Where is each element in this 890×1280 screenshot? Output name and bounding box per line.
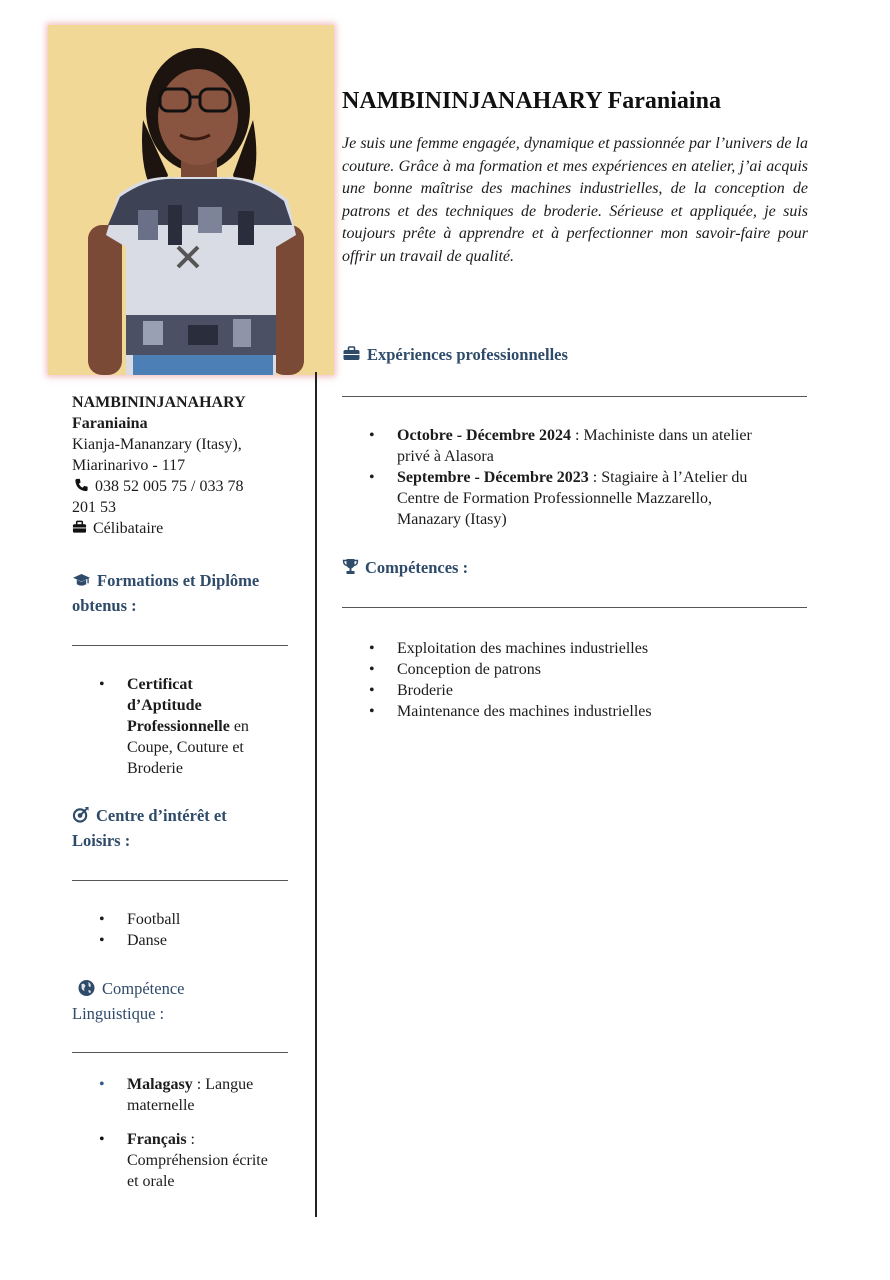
formations-list <box>72 674 302 779</box>
formation-rest-3: en <box>229 718 249 735</box>
phone-line1 <box>72 476 292 497</box>
language-sep: : <box>186 1131 195 1148</box>
formation-item <box>72 674 302 779</box>
portrait-image <box>48 25 334 375</box>
column-divider <box>315 372 317 1217</box>
contact-name-line2: Faraniaina <box>72 415 148 432</box>
experience-title: Expériences professionnelles <box>367 345 568 364</box>
skill-item: • Exploitation des machines industrielles <box>342 638 812 659</box>
experience-detail: Manazary (Itasy) <box>397 511 507 528</box>
skill-item: • Conception de patrons <box>342 659 812 680</box>
experience-period: Octobre - Décembre 2024 <box>397 427 572 444</box>
language-detail: Compréhension écrite <box>127 1152 268 1169</box>
language-detail: et orale <box>127 1173 175 1190</box>
experience-list <box>342 425 812 530</box>
language-name: Français <box>127 1131 187 1148</box>
language-item <box>72 1129 307 1192</box>
divider <box>342 607 807 608</box>
target-icon <box>72 806 90 823</box>
divider <box>72 1052 288 1053</box>
language-name: Malagasy <box>127 1076 193 1093</box>
graduation-cap-icon <box>72 573 91 588</box>
status-text: Célibataire <box>93 520 164 537</box>
contact-name-line1: NAMBININJANAHARY <box>72 394 246 411</box>
address-line2: Miarinarivo - 117 <box>72 457 186 474</box>
experience-item <box>342 467 812 530</box>
divider <box>72 645 288 646</box>
language-detail: maternelle <box>127 1097 195 1114</box>
globe-icon <box>77 979 96 997</box>
formation-line-5: Broderie <box>127 760 183 777</box>
skill-item: • Maintenance des machines industrielles <box>342 701 812 722</box>
languages-title-1: Compétence <box>102 979 185 998</box>
skills-heading <box>342 555 468 580</box>
trophy-icon <box>342 558 359 575</box>
interest-item: • Danse <box>72 930 302 951</box>
skills-title: Compétences : <box>365 558 469 577</box>
profile-summary: Je suis une femme engagée, dynamique et passionnée par l’univers de la couture. Grâce à ma formation et mes expériences en atelier, j’ai acquis une bonne maîtrise des machines industrielles, de la conception de patrons et des techniques de broderie. Sérieuse et appliquée, je suis toujours prête à apprendre et à perfectionner mon savoir-faire pour offrir un travail de qualité. <box>342 135 808 265</box>
interests-title-1: Centre d’intérêt et <box>96 806 227 825</box>
formations-title-1: Formations et Diplôme <box>97 571 260 590</box>
languages-heading <box>72 976 302 1026</box>
phone-text-1: 038 52 005 75 / 033 78 <box>95 478 244 495</box>
experience-role: : Stagiaire à l’Atelier du <box>588 469 748 486</box>
marital-status <box>72 518 292 539</box>
formations-title-2: obtenus : <box>72 596 137 615</box>
interest-item: • Football <box>72 909 302 930</box>
language-item <box>72 1074 307 1116</box>
language-sep: : Langue <box>192 1076 254 1093</box>
experience-period: Septembre - Décembre 2023 <box>397 469 589 486</box>
interests-list <box>72 909 302 951</box>
briefcase-icon <box>72 520 87 534</box>
experience-detail: Centre de Formation Professionnelle Mazzarello, <box>397 490 713 507</box>
experience-heading <box>342 342 568 367</box>
languages-list <box>72 1074 307 1192</box>
skills-list <box>342 638 812 722</box>
formation-bold-2: d’Aptitude <box>127 697 202 714</box>
experience-item <box>342 425 812 467</box>
skill-item: • Broderie <box>342 680 812 701</box>
formations-heading <box>72 568 302 618</box>
briefcase-icon <box>342 346 361 361</box>
phone-line2: 201 53 <box>72 499 116 516</box>
phone-icon <box>74 478 89 492</box>
formation-bold-3: Professionnelle <box>127 718 230 735</box>
profile-photo <box>48 25 334 375</box>
experience-detail: privé à Alasora <box>397 448 494 465</box>
interests-title-2: Loisirs : <box>72 831 131 850</box>
address-line1: Kianja-Mananzary (Itasy), <box>72 436 242 453</box>
languages-title-2: Linguistique : <box>72 1004 165 1023</box>
formation-bold-1: Certificat <box>127 676 193 693</box>
divider <box>72 880 288 881</box>
experience-role: : Machiniste dans un atelier <box>571 427 752 444</box>
interests-heading <box>72 803 302 853</box>
formation-line-4: Coupe, Couture et <box>127 739 244 756</box>
page-title: NAMBININJANAHARY Faraniaina <box>342 88 721 114</box>
divider <box>342 396 807 397</box>
contact-block <box>72 392 292 539</box>
